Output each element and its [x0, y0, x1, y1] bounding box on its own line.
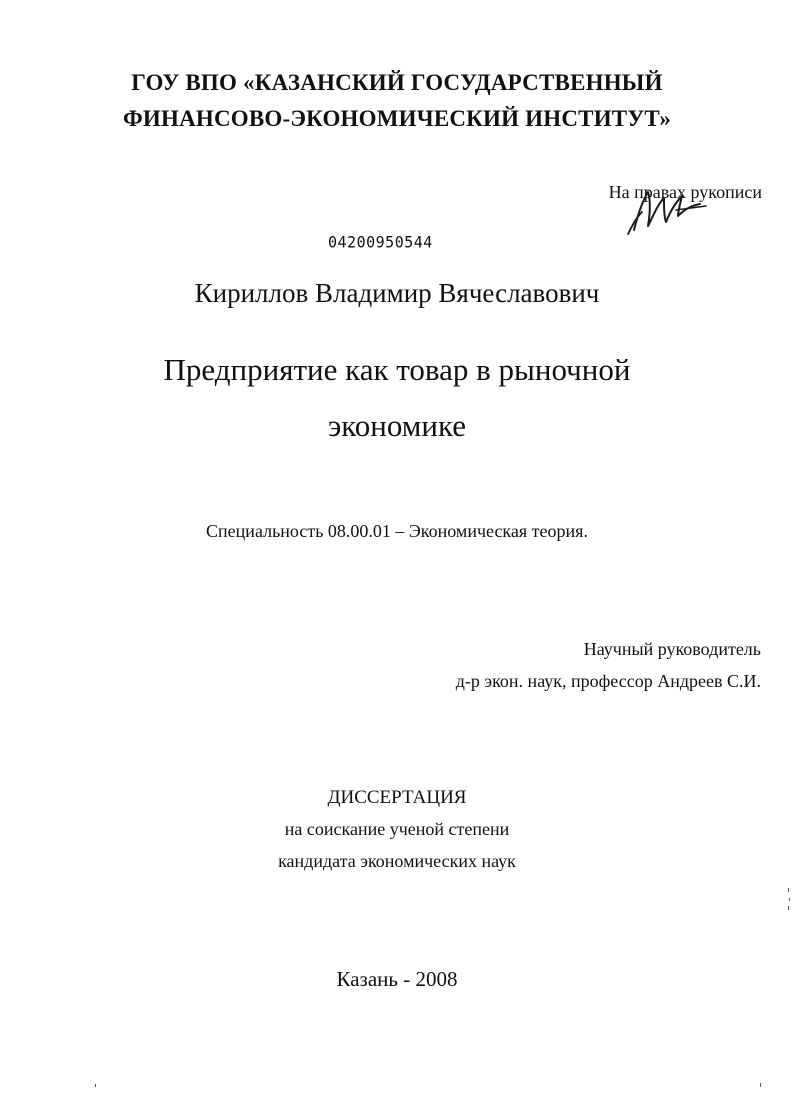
scan-mark: [788, 888, 789, 892]
scan-mark: [95, 1084, 96, 1087]
city-year: Казань - 2008: [336, 967, 458, 991]
manuscript-note: На правах рукописи: [608, 182, 762, 202]
advisor-name: д-р экон. наук, профессор Андреев С.И.: [455, 671, 761, 691]
author-name: Кириллов Владимир Вячеславович: [194, 278, 600, 308]
dissertation-title-line-2: экономике: [327, 408, 467, 443]
advisor-role: Научный руководитель: [583, 639, 761, 659]
specialty: Специальность 08.00.01 – Экономическая теория.: [206, 521, 588, 541]
catalog-number: 04200950544: [328, 232, 433, 252]
dissertation-heading: ДИССЕРТАЦИЯ: [327, 787, 467, 808]
degree-line-2: кандидата экономических наук: [278, 851, 516, 871]
institution-line-2: ФИНАНСОВО-ЭКОНОМИЧЕСКИЙ ИНСТИТУТ»: [122, 106, 672, 131]
scan-mark: [788, 906, 789, 910]
scan-mark: [789, 898, 790, 901]
signature-icon: [620, 168, 710, 238]
scan-mark: [760, 1083, 761, 1087]
institution-line-1: ГОУ ВПО «КАЗАНСКИЙ ГОСУДАРСТВЕННЫЙ: [131, 70, 663, 95]
dissertation-title-line-1: Предприятие как товар в рыночной: [163, 352, 631, 387]
degree-line-1: на соискание ученой степени: [284, 819, 510, 839]
